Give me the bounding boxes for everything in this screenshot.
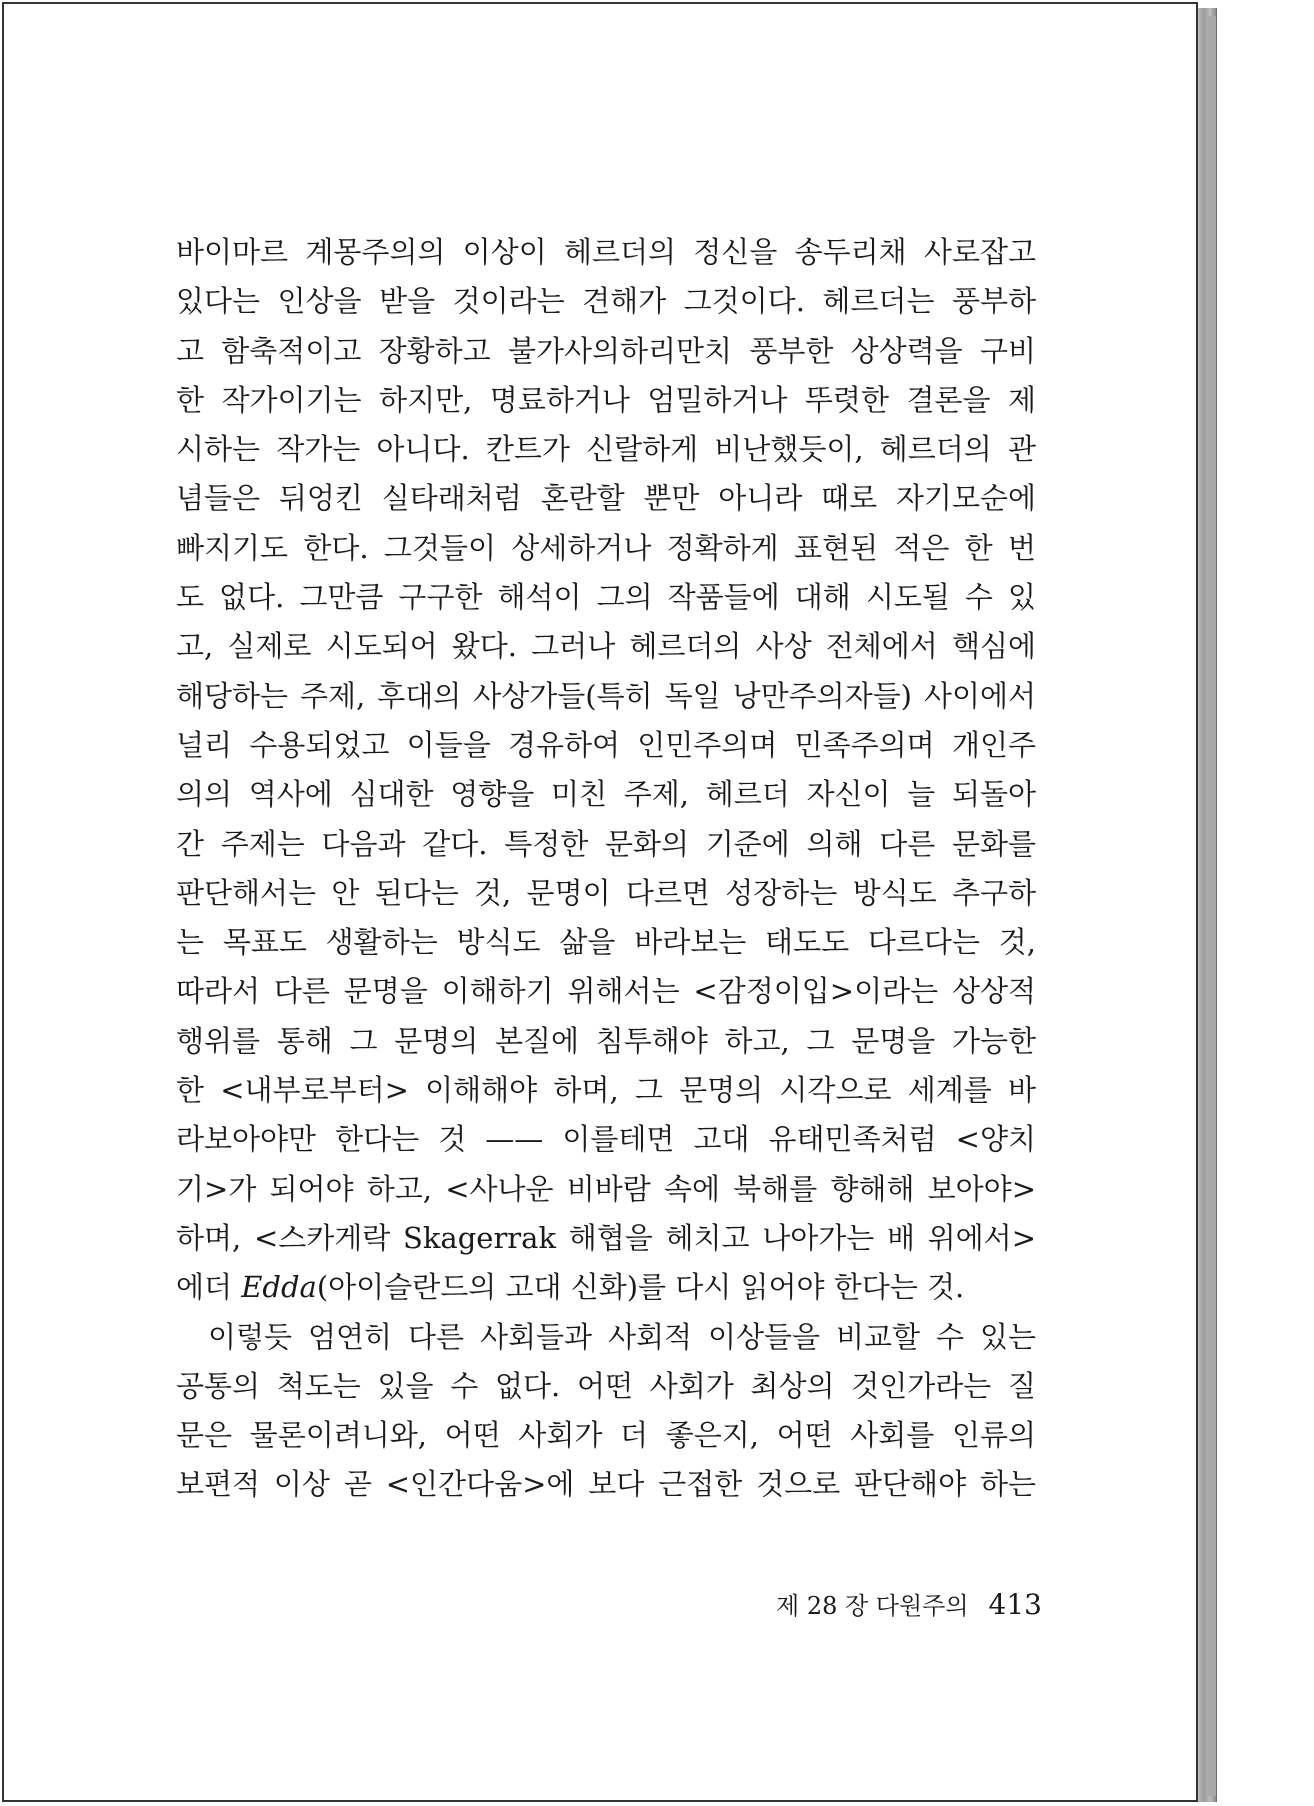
text-line: 따라서 다른 문명을 이해하기 위해서는 <감정이입>이라는 상상적 xyxy=(176,974,1036,1009)
text-line: 해당하는 주제, 후대의 사상가들(특히 독일 낭만주의자들) 사이에서 xyxy=(176,678,1036,713)
text-line: 념들은 뒤엉킨 실타래처럼 혼란할 뿐만 아니라 때로 자기모순에 xyxy=(176,481,1036,516)
text-line: 빠지기도 한다. 그것들이 상세하거나 정확하게 표현된 적은 한 번 xyxy=(176,530,1036,565)
text-line: 고 함축적이고 장황하고 불가사의하리만치 풍부한 상상력을 구비 xyxy=(176,333,1036,368)
text-fragment: (아이슬란드의 고대 신화)를 다시 읽어야 한다는 것. xyxy=(316,1270,965,1305)
text-line: 하며, <스카게락 Skagerrak 해협을 헤치고 나아가는 배 위에서> xyxy=(176,1220,1036,1255)
text-line: 한 <내부로부터> 이해해야 하며, 그 문명의 시각으로 세계를 바 xyxy=(176,1073,1036,1108)
text-line: 는 목표도 생활하는 방식도 삶을 바라보는 태도도 다르다는 것, xyxy=(176,925,1036,960)
text-line: 고, 실제로 시도되어 왔다. 그러나 헤르더의 사상 전체에서 핵심에 xyxy=(176,629,1036,664)
text-line: 널리 수용되었고 이들을 경유하여 인민주의며 민족주의며 개인주 xyxy=(176,727,1036,762)
chapter-title: 제 28 장 다원주의 xyxy=(776,1592,969,1620)
text-line: 있다는 인상을 받을 것이라는 견해가 그것이다. 헤르더는 풍부하 xyxy=(176,284,1036,319)
text-line: 기>가 되어야 하고, <사나운 비바람 속에 북해를 향해해 보아야> xyxy=(176,1171,1036,1206)
page-number: 413 xyxy=(988,1588,1042,1621)
text-line: 도 없다. 그만큼 구구한 해석이 그의 작품들에 대해 시도될 수 있 xyxy=(176,580,1036,615)
text-line: 간 주제는 다음과 같다. 특정한 문화의 기준에 의해 다른 문화를 xyxy=(176,826,1036,861)
text-line-paragraph-start: 이렇듯 엄연히 다른 사회들과 사회적 이상들을 비교할 수 있는 xyxy=(208,1319,1036,1354)
italic-title-edda: Edda xyxy=(241,1270,317,1305)
text-line: 공통의 척도는 있을 수 없다. 어떤 사회가 최상의 것인가라는 질 xyxy=(176,1368,1036,1403)
text-line: 보편적 이상 곧 <인간다움>에 보다 근접한 것으로 판단해야 하는 xyxy=(176,1467,1036,1502)
text-fragment: 에더 xyxy=(176,1270,242,1305)
text-line: 시하는 작가는 아니다. 칸트가 신랄하게 비난했듯이, 헤르더의 관 xyxy=(176,432,1036,467)
text-line: 한 작가이기는 하지만, 명료하거나 엄밀하거나 뚜렷한 결론을 제 xyxy=(176,382,1036,417)
page-footer xyxy=(776,1586,1042,1621)
text-line-edda xyxy=(176,1263,1036,1312)
page-stack-inner-edge xyxy=(1208,16,1216,1796)
text-line: 문은 물론이려니와, 어떤 사회가 더 좋은지, 어떤 사회를 인류의 xyxy=(176,1418,1036,1453)
book-page xyxy=(2,2,1198,1802)
text-line: 라보아야만 한다는 것 —— 이를테면 고대 유태민족처럼 <양치 xyxy=(176,1122,1036,1157)
text-line: 의의 역사에 심대한 영향을 미친 주제, 헤르더 자신이 늘 되돌아 xyxy=(176,777,1036,812)
text-line: 행위를 통해 그 문명의 본질에 침투해야 하고, 그 문명을 가능한 xyxy=(176,1023,1036,1058)
page-body-text xyxy=(176,228,1036,1510)
text-line: 바이마르 계몽주의의 이상이 헤르더의 정신을 송두리채 사로잡고 xyxy=(176,235,1036,269)
text-line: 판단해서는 안 된다는 것, 문명이 다르면 성장하는 방식도 추구하 xyxy=(176,875,1036,910)
